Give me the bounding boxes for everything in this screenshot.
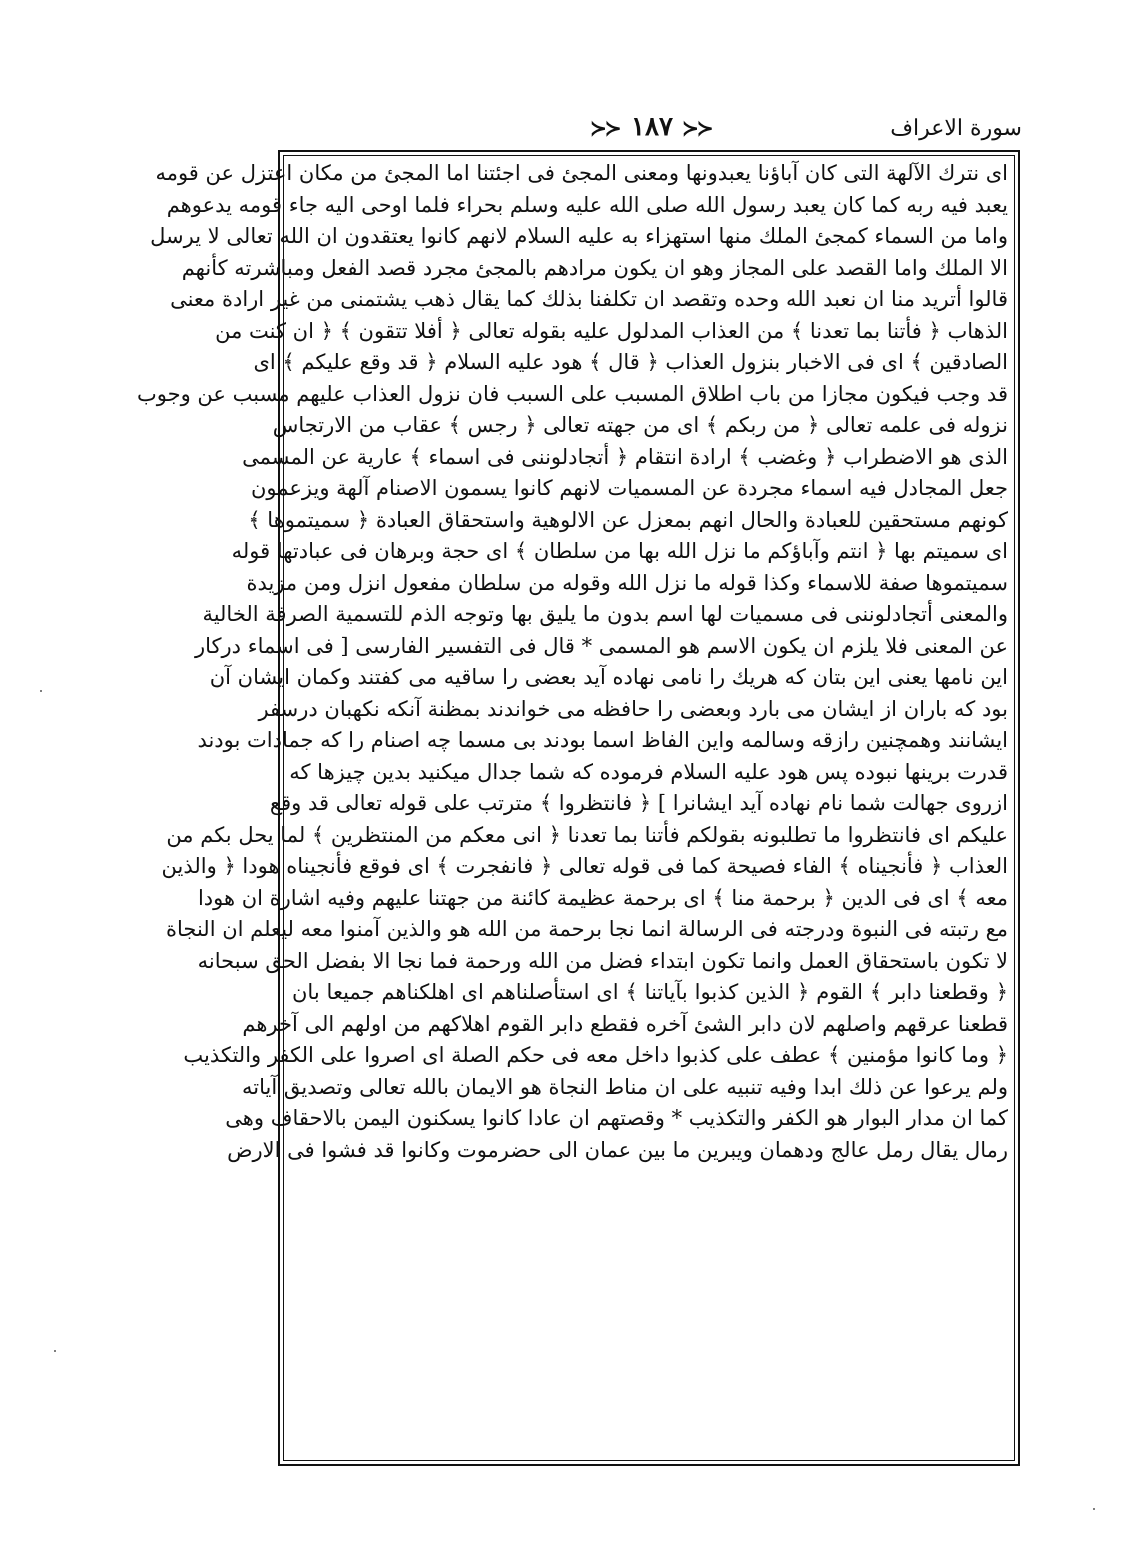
text-line: قدرت برينها نبوده پس هود عليه السلام فرموده كه شما جدال ميكنيد بدين چيزها كه [289,759,1008,784]
text-line: معه ﴾ اى فى الدين ﴿ برحمة منا ﴾ اى برحمة عظيمة كائنة من جهتنا عليهم وفيه اشارة ان هودا [197,885,1008,910]
right-ornament-icon: ≻≻ [682,116,712,140]
text-line: نزوله فى علمه تعالى ﴿ من ربكم ﴾ اى من جهته تعالى ﴿ رجس ﴾ عقاب من الارتجاس [272,413,1008,437]
text-line: سميتموها صفة للاسماء وكذا قوله ما نزل الله وقوله من سلطان مفعول انزل ومن مزيدة [246,570,1008,595]
text-line: عليكم اى فانتظروا ما تطلبونه بقولكم فأتنا بما تعدنا ﴿ انى معكم من المنتظرين ﴾ لما يحل بكم من [166,822,1008,847]
text-line: العذاب ﴿ فأنجيناه ﴾ الفاء فصيحة كما فى قوله تعالى ﴿ فانفجرت ﴾ اى فوقع فأنجيناه هودا ﴿ والذين [161,854,1008,878]
text-line: الا الملك واما القصد على المجاز وهو ان يكون مرادهم بالمجئ مجرد قصد الفعل ومباشرته كأنهم [181,255,1008,280]
text-line: اى نترك الآلهة التى كان آباؤنا يعبدونها ومعنى المجئ فى اجئتنا اما المجئ من مكان اعتزل عن قومه [155,161,1008,185]
text-line: ﴿ وما كانوا مؤمنين ﴾ عطف على كذبوا داخل معه فى حكم الصلة اى اصروا على الكفر والتكذيب [183,1043,1008,1067]
page-header [282,112,1022,148]
text-line: ازروى جهالت شما نام نهاده آيد ايشانرا ] ﴿ فانتظروا ﴾ مترتب على قوله تعالى قد وقع [269,791,1008,815]
text-line: قطعنا عرقهم واصلهم لان دابر الشئ آخره فقطع دابر القوم اهلاكهم من اولهم الى آخرهم [242,1011,1008,1036]
text-line: بود كه باران از ايشان مى بارد وبعضى را حافظه مى خواندند بمظنة آنكه نكهبان درسفر [258,696,1008,721]
text-line: رمال يقال رمل عالج ودهمان ويبرين ما بين عمان الى حضرموت وكانوا قد فشوا فى الارض [227,1137,1008,1162]
text-line: ايشانند وهمچنين رازقه وسالمه واين الفاظ اسما بودند بى مسما چه اصنام را كه جمادات بودند [197,728,1008,752]
text-line: ﴿ وقطعنا دابر ﴾ القوم ﴿ الذين كذبوا بآياتنا ﴾ اى استأصلناهم اى اهلكناهم جميعا بان [292,980,1008,1004]
text-line: مع رتبته فى النبوة ودرجته فى الرسالة انما نجا برحمة من الله هو والذين آمنوا معه ليعلم ان النجاة [166,917,1008,941]
text-line: كما ان مدار البوار هو الكفر والتكذيب * وقصتهم ان عادا كانوا يسكنون اليمن بالاحقاف وهى [225,1106,1008,1130]
text-line: جعل المجادل فيه اسماء مجردة عن المسميات لانهم كانوا يسمون الاصنام آلهة ويزعمون [250,476,1008,500]
left-ornament-icon: ≺≺ [592,116,622,140]
surah-title: سورة الاعراف [890,116,1022,141]
scan-speck [1093,1508,1095,1510]
text-line: الذى هو الاضطراب ﴿ وغضب ﴾ ارادة انتقام ﴿ أتجادلوننى فى اسماء ﴾ عارية عن المسمى [242,444,1008,469]
text-line: قالوا أتريد منا ان نعبد الله وحده وتقصد ان تكلفنا بذلك كما يقال ذهب يشتمنى من غير ارادة معنى [170,287,1008,311]
text-line: ولم يرعوا عن ذلك ابدا وفيه تنبيه على ان مناط النجاة هو الايمان بالله تعالى وتصديق آياته [242,1074,1008,1099]
text-line: لا تكون باستحقاق العمل وانما تكون ابتداء فضل من الله ورحمة فما نجا الا بفضل الحق سبحانه [197,948,1008,973]
text-line: يعبد فيه ربه كما كان يعبد رسول الله صلى الله عليه وسلم بحراء فلما اوحى اليه جاء قومه يدعوهم [166,192,1008,217]
body-text [137,158,1008,1458]
scan-speck [54,1350,56,1352]
text-line: كونهم مستحقين للعبادة والحال انهم بمعزل عن الالوهية واستحقاق العبادة ﴿ سميتموها ﴾ [248,507,1008,532]
text-line: واما من السماء كمجئ الملك منها استهزاء به عليه السلام لانهم كانوا يعتقدون ان الله تعالى لا يرسل [150,224,1008,248]
text-line: اى سميتم بها ﴿ انتم وآباؤكم ما نزل الله بها من سلطان ﴾ اى حجة وبرهان فى عبادتها قوله [231,539,1008,563]
text-line: الصادقين ﴾ اى فى الاخبار بنزول العذاب ﴿ قال ﴾ هود عليه السلام ﴿ قد وقع عليكم ﴾ اى [253,350,1008,374]
text-line: عن المعنى فلا يلزم ان يكون الاسم هو المسمى * قال فى التفسير الفارسى [ فى اسماء دركار [194,633,1008,658]
scan-speck [40,690,42,692]
text-line: اين نامها يعنى اين بتان كه هريك را نامى نهاده آيد بعضى را ساقيه مى كفتند وكمان ايشان آن [209,665,1008,689]
page-number: ١٨٧ [631,112,673,142]
text-line: قد وجب فيكون مجازا من باب اطلاق المسبب على السبب فان نزول العذاب عليهم مسبب عن وجوب [137,381,1008,406]
page-number-block [552,112,752,142]
text-line: والمعنى أتجادلوننى فى مسميات لها اسم بدون ما يليق بها وتوجه الذم للتسمية الصرفة الخالية [202,602,1008,626]
text-line: الذهاب ﴿ فأتنا بما تعدنا ﴾ من العذاب المدلول عليه بقوله تعالى ﴿ أفلا تتقون ﴾ ﴿ ان كنت من [215,318,1008,343]
